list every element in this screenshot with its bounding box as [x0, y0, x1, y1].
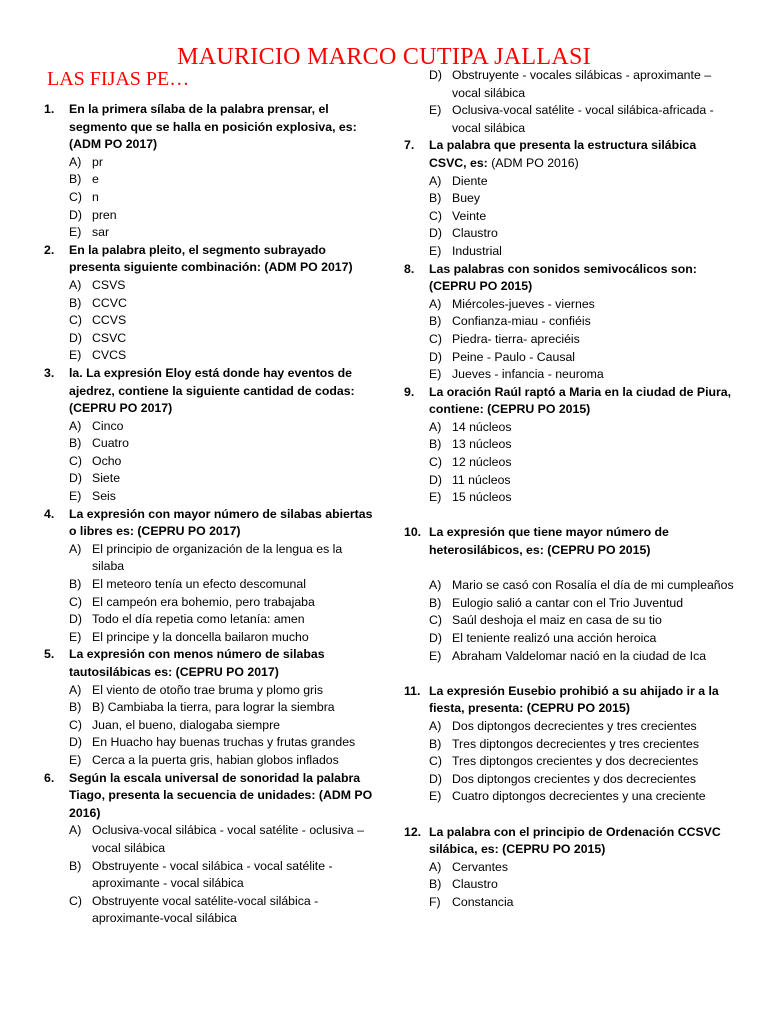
option-letter: C)	[429, 208, 442, 223]
answer-option	[69, 470, 374, 488]
answer-option	[69, 734, 374, 752]
option-text: 15 núcleos	[452, 490, 512, 505]
option-letter: E)	[69, 225, 82, 240]
answer-option	[429, 173, 734, 191]
answer-option	[429, 419, 734, 437]
question-text: La expresión con mayor número de silabas abiertas o libres es: (CEPRU PO 2017)	[69, 506, 373, 539]
option-letter: B)	[429, 877, 442, 892]
option-letter: B)	[429, 314, 442, 329]
question	[404, 261, 734, 296]
option-text: CVCS	[92, 348, 127, 363]
option-letter: C)	[69, 453, 82, 468]
option-letter: B)	[69, 436, 82, 451]
answer-option	[69, 752, 374, 770]
answer-option	[429, 313, 734, 331]
answer-option	[69, 295, 374, 313]
option-letter: C)	[69, 717, 82, 732]
option-letter: E)	[69, 752, 82, 767]
answer-option	[429, 489, 734, 507]
option-letter: E)	[69, 348, 82, 363]
option-text: En Huacho hay buenas truchas y frutas grandes	[92, 735, 356, 750]
answer-option	[429, 753, 734, 771]
option-letter: D)	[429, 226, 442, 241]
option-letter: B)	[69, 295, 82, 310]
option-text: Cinco	[92, 418, 124, 433]
answer-option	[429, 454, 734, 472]
question-text: La expresión con menos número de silabas tautosilábicas es: (CEPRU PO 2017)	[69, 647, 325, 679]
option-text: Todo el día repetia como letanía: amen	[92, 612, 305, 627]
option-letter: C)	[69, 594, 82, 609]
option-letter: D)	[429, 771, 442, 786]
option-text: Tres diptongos crecientes y dos decrecientes	[452, 754, 699, 769]
option-text: 11 núcleos	[452, 472, 511, 487]
option-letter: D)	[69, 207, 82, 222]
answer-option	[429, 296, 734, 314]
answer-option	[429, 436, 734, 454]
option-text: El campeón era bohemio, pero trabajaba	[92, 594, 315, 609]
spacer	[404, 806, 734, 824]
option-text: pr	[92, 154, 103, 169]
option-text: Constancia	[452, 894, 514, 909]
option-text: Jueves - infancia - neuroma	[452, 367, 604, 382]
right-column	[404, 67, 734, 912]
answer-option	[69, 224, 374, 242]
option-letter: D)	[69, 735, 82, 750]
option-text: CCVC	[92, 295, 127, 310]
answer-option	[429, 349, 734, 367]
question-text: La expresión que tiene mayor número de heterosilábicos, es: (CEPRU PO 2015)	[429, 525, 669, 558]
question-number: 11.	[404, 683, 421, 698]
question-number: 10.	[404, 525, 422, 540]
question-number: 9.	[404, 384, 415, 399]
question	[404, 683, 734, 718]
option-letter: F)	[429, 894, 441, 909]
answer-option	[429, 190, 734, 208]
option-text: CSVC	[92, 330, 127, 345]
answer-option	[429, 366, 734, 384]
option-text: Claustro	[452, 226, 498, 241]
option-text: Veinte	[452, 208, 487, 223]
option-letter: A)	[69, 277, 82, 292]
option-text: n	[92, 189, 99, 204]
option-text: Mario se casó con Rosalía el día de mi cumpleaños	[452, 578, 734, 593]
option-letter: E)	[69, 489, 82, 504]
question-number: 12.	[404, 824, 422, 839]
spacer	[404, 665, 734, 683]
option-letter: A)	[429, 173, 442, 188]
option-text: 13 núcleos	[452, 437, 512, 452]
option-text: Cuatro diptongos decrecientes y una creciente	[452, 789, 706, 804]
option-text: Oclusiva-vocal satélite - vocal silábica-africada - vocal silábica	[452, 103, 714, 135]
answer-option	[69, 541, 374, 576]
option-letter: A)	[429, 296, 442, 311]
option-text: Diente	[452, 173, 488, 188]
option-text: Cerca a la puerta gris, habian globos inflados	[92, 752, 339, 767]
question	[404, 137, 734, 172]
answer-option	[69, 611, 374, 629]
option-text: Miércoles-jueves - viernes	[452, 296, 595, 311]
answer-option	[69, 207, 374, 225]
option-letter: A)	[429, 718, 442, 733]
option-letter: E)	[429, 490, 442, 505]
option-letter: B)	[429, 595, 442, 610]
option-letter: D)	[429, 631, 442, 645]
question	[44, 101, 374, 154]
option-letter: D)	[69, 330, 82, 345]
option-letter: B)	[429, 191, 442, 206]
answer-option	[69, 330, 374, 348]
option-text: Cuatro	[92, 436, 129, 451]
spacer	[404, 560, 734, 578]
option-text: 12 núcleos	[452, 455, 512, 470]
question	[44, 365, 374, 418]
question-number: 1.	[44, 102, 55, 116]
option-text: B) Cambiaba la tierra, para lograr la siembra	[92, 700, 335, 715]
option-letter: D)	[429, 68, 442, 82]
section-subtitle: LAS FIJAS PE…	[47, 68, 190, 90]
answer-option	[429, 102, 734, 137]
answer-option	[69, 418, 374, 436]
option-letter: B)	[69, 700, 82, 715]
answer-option	[429, 595, 734, 613]
question	[44, 770, 374, 823]
option-text: Piedra- tierra- apreciéis	[452, 331, 580, 346]
answer-option	[69, 312, 374, 330]
option-letter: D)	[69, 471, 82, 486]
question-text: La oración Raúl raptó a Maria en la ciudad de Piura, contiene: (CEPRU PO 2015)	[429, 384, 732, 417]
question-text: Las palabras con sonidos semivocálicos son: (CEPRU PO 2015)	[429, 261, 697, 294]
option-letter: D)	[69, 612, 82, 627]
answer-option	[69, 435, 374, 453]
option-text: El teniente realizó una acción heroica	[452, 631, 657, 645]
option-text: Ocho	[92, 453, 122, 468]
option-text: Peine - Paulo - Causal	[452, 349, 576, 364]
option-text: CSVS	[92, 277, 126, 292]
option-letter: B)	[69, 858, 82, 873]
option-letter: A)	[429, 859, 442, 874]
answer-option	[429, 771, 734, 789]
answer-option	[429, 472, 734, 490]
question-text: La palabra que presenta la estructura silábica CSVC, es: (ADM PO 2016)	[429, 138, 697, 170]
option-letter: A)	[429, 419, 442, 434]
option-letter: D)	[429, 349, 442, 364]
answer-option	[69, 717, 374, 735]
question-source: (ADM PO 2016)	[487, 155, 579, 170]
answer-option	[69, 453, 374, 471]
option-letter: E)	[429, 103, 442, 118]
spacer	[404, 507, 734, 525]
answer-option	[69, 277, 374, 295]
option-text: Saúl deshoja el maiz en casa de su tio	[452, 613, 662, 628]
option-text: Eulogio salió a cantar con el Trio Juventud	[452, 595, 684, 610]
answer-option	[69, 858, 374, 893]
answer-option	[69, 893, 374, 928]
answer-option	[429, 718, 734, 736]
answer-option	[429, 788, 734, 806]
option-text: e	[92, 172, 99, 187]
option-text: Industrial	[452, 243, 502, 258]
answer-option	[69, 822, 374, 857]
option-text: Oclusiva-vocal silábica - vocal satélite - oclusiva – vocal silábica	[92, 823, 365, 855]
option-letter: A)	[69, 823, 82, 838]
option-letter: C)	[69, 313, 82, 328]
option-letter: E)	[429, 243, 442, 258]
option-letter: E)	[429, 648, 442, 663]
option-text: Abraham Valdelomar nació en la ciudad de Ica	[452, 648, 707, 663]
option-text: Buey	[452, 191, 481, 206]
answer-option	[429, 894, 734, 912]
answer-option	[69, 699, 374, 717]
left-column	[44, 101, 374, 928]
answer-option	[429, 736, 734, 754]
question-number: 2.	[44, 242, 55, 257]
option-letter: B)	[69, 577, 82, 592]
answer-option	[429, 577, 734, 595]
option-letter: A)	[69, 154, 82, 169]
option-letter: A)	[69, 682, 82, 697]
answer-option	[429, 612, 734, 630]
option-text: Obstruyente - vocales silábicas - aproximante – vocal silábica	[452, 68, 712, 100]
option-letter: C)	[69, 893, 82, 908]
option-text: CCVS	[92, 313, 127, 328]
question-text: Según la escala universal de sonoridad la palabra Tiago, presenta la secuencia de unidades: (ADM PO 2016)	[69, 770, 373, 820]
option-text: Confianza-miau - confiéis	[452, 314, 591, 329]
option-text: Dos diptongos crecientes y dos decrecientes	[452, 771, 697, 786]
option-text: Juan, el bueno, dialogaba siempre	[92, 717, 281, 732]
option-letter: A)	[69, 541, 82, 556]
question-number: 3.	[44, 365, 55, 380]
option-text: Obstruyente vocal satélite-vocal silábica - aproximante-vocal silábica	[92, 893, 319, 926]
option-letter: B)	[429, 437, 442, 452]
option-text: 14 núcleos	[452, 419, 512, 434]
option-letter: B)	[429, 736, 442, 751]
question-text: La expresión Eusebio prohibió a su ahijado ir a la fiesta, presenta: (CEPRU PO 2015)	[429, 683, 719, 716]
option-text: pren	[92, 207, 117, 222]
question	[404, 824, 734, 859]
answer-option	[69, 594, 374, 612]
question-number: 7.	[404, 138, 415, 153]
option-text: El principe y la doncella bailaron mucho	[92, 629, 309, 644]
option-letter: C)	[429, 613, 442, 628]
page-title: MAURICIO MARCO CUTIPA JALLASI	[177, 44, 591, 70]
option-letter: C)	[429, 331, 442, 346]
question-text: la. La expresión Eloy está donde hay eventos de ajedrez, contiene la siguiente cantidad de codas: (CEPRU PO 2017)	[69, 365, 355, 416]
option-text: Tres diptongos decrecientes y tres crecientes	[452, 736, 699, 751]
option-text: sar	[92, 225, 110, 240]
option-letter: E)	[69, 629, 82, 644]
answer-option	[429, 630, 734, 648]
option-text: Claustro	[452, 877, 498, 892]
option-text: Seis	[92, 489, 116, 504]
question-text: En la palabra pleito, el segmento subrayado presenta siguiente combinación: (ADM PO 2017)	[69, 242, 353, 275]
question-number: 6.	[44, 770, 55, 785]
answer-option	[69, 682, 374, 700]
answer-option	[429, 331, 734, 349]
question	[44, 506, 374, 541]
option-letter: D)	[429, 472, 442, 487]
option-text: Dos diptongos decrecientes y tres crecientes	[452, 718, 697, 733]
answer-option	[69, 347, 374, 365]
option-text: Obstruyente - vocal silábica - vocal satélite - aproximante - vocal silábica	[92, 858, 333, 891]
option-text: El meteoro tenía un efecto descomunal	[92, 577, 306, 592]
answer-option	[429, 243, 734, 261]
answer-option	[69, 488, 374, 506]
option-text: Cervantes	[452, 859, 509, 874]
answer-option	[429, 876, 734, 894]
question-number: 8.	[404, 261, 415, 276]
answer-option	[69, 154, 374, 172]
option-text: El viento de otoño trae bruma y plomo gris	[92, 682, 324, 697]
answer-option	[429, 67, 734, 102]
option-letter: C)	[429, 754, 442, 769]
answer-option	[429, 648, 734, 666]
answer-option	[429, 208, 734, 226]
answer-option	[69, 576, 374, 594]
question-number: 5.	[44, 647, 55, 662]
answer-option	[69, 189, 374, 207]
question	[44, 242, 374, 277]
question-text: En la primera sílaba de la palabra prensar, el segmento que se halla en posición explosiva, es: (ADM PO 2017)	[69, 102, 357, 152]
question	[404, 384, 734, 419]
question	[404, 524, 734, 559]
option-text: Siete	[92, 471, 121, 486]
option-letter: A)	[69, 418, 82, 433]
answer-option	[429, 225, 734, 243]
option-letter: E)	[429, 367, 442, 382]
option-letter: C)	[429, 455, 442, 470]
option-letter: A)	[429, 578, 442, 593]
answer-option	[429, 859, 734, 877]
option-letter: E)	[429, 789, 442, 804]
option-letter: C)	[69, 189, 82, 204]
question	[44, 646, 374, 681]
question-text: La palabra con el principio de Ordenación CCSVC silábica, es: (CEPRU PO 2015)	[429, 824, 721, 857]
option-text: El principio de organización de la lengua es la silaba	[92, 541, 343, 574]
question-number: 4.	[44, 506, 55, 521]
answer-option	[69, 629, 374, 647]
option-letter: B)	[69, 172, 82, 187]
answer-option	[69, 171, 374, 189]
